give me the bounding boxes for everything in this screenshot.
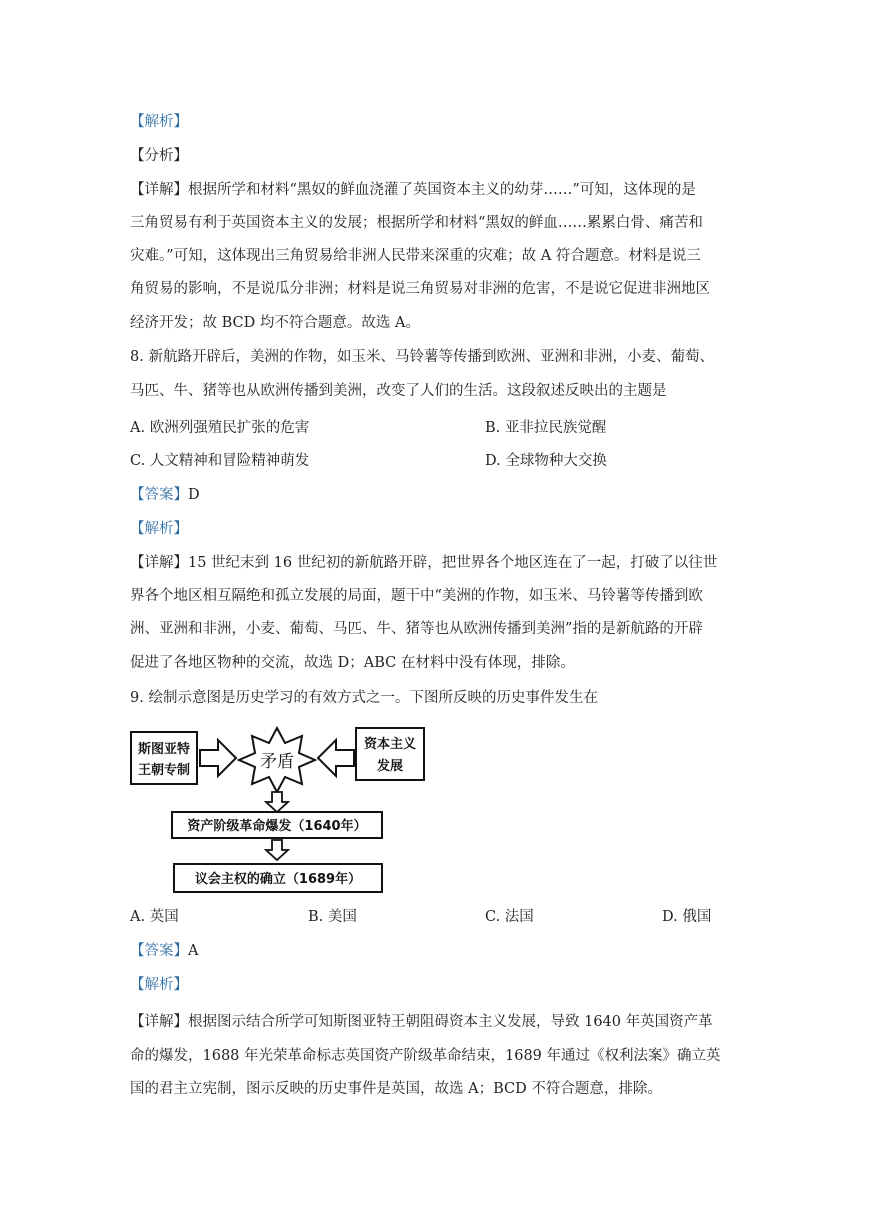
q9-option-d: D. 俄国 xyxy=(662,909,712,925)
q8-detail-line-1: 【详解】15 世纪末到 16 世纪初的新航路开辟，把世界各个地区连在了一起，打破了以往世 xyxy=(130,555,718,571)
q8-detail-line-3: 洲、亚洲和非洲，小麦、葡萄、马匹、牛、猪等也从欧洲传播到美洲”指的是新航路的开辟 xyxy=(130,621,703,637)
q7-detail-line-2: 三角贸易有利于英国资本主义的发展；根据所学和材料“黑奴的鲜血……累累白骨、痛苦和 xyxy=(130,215,703,231)
q7-xiangjie-tag: 【详解】 xyxy=(130,182,188,198)
q8-detail-line-2: 界各个地区相互隔绝和孤立发展的局面，题干中“美洲的作物，如玉米、马铃薯等传播到欧 xyxy=(130,588,703,604)
q9-detail-line-1: 【详解】根据图示结合所学可知斯图亚特王朝阻碍资本主义发展，导致 1640 年英国资产革 xyxy=(130,1014,713,1030)
q7-detail-line-1: 【详解】根据所学和材料“黑奴的鲜血浇灌了英国资本主义的幼芽……”可知，这体现的是 xyxy=(130,182,696,198)
q7-fenxi-tag: 【分析】 xyxy=(130,148,188,164)
left-box-line-1: 斯图亚特 xyxy=(137,742,191,757)
q8-analysis-tag: 【解析】 xyxy=(130,521,188,537)
q7-detail-line-5: 经济开发；故 BCD 均不符合题意。故选 A。 xyxy=(130,315,420,331)
parliament-box-text: 议会主权的确立（1689年） xyxy=(194,872,362,887)
left-arrow-icon xyxy=(318,740,354,776)
q9-answer: 【答案】A xyxy=(130,943,199,959)
q8-option-b: B. 亚非拉民族觉醒 xyxy=(485,420,607,436)
q8-stem-line-2: 马匹、牛、猪等也从欧洲传播到美洲，改变了人们的生活。这段叙述反映出的主题是 xyxy=(130,383,667,399)
q8-option-c: C. 人文精神和冒险精神萌发 xyxy=(130,453,310,469)
down-arrow-icon xyxy=(266,792,288,812)
right-arrow-icon xyxy=(200,740,236,776)
q9-xiangjie-tag: 【详解】 xyxy=(130,1014,188,1030)
q8-detail-line-4: 促进了各地区物种的交流，故选 D；ABC 在材料中没有体现，排除。 xyxy=(130,655,575,671)
q8-option-a: A. 欧洲列强殖民扩张的危害 xyxy=(130,420,310,436)
q8-xiangjie-tag: 【详解】 xyxy=(130,555,188,571)
q9-stem: 9. 绘制示意图是历史学习的有效方式之一。下图所反映的历史事件发生在 xyxy=(130,690,598,706)
q8-stem-line-1: 8. 新航路开辟后，美洲的作物，如玉米、马铃薯等传播到欧洲、亚洲和非洲，小麦、葡萄、 xyxy=(130,349,714,365)
q9-option-c: C. 法国 xyxy=(485,909,534,925)
center-label: 矛盾 xyxy=(260,752,294,772)
right-box-line-1: 资本主义 xyxy=(363,737,417,752)
q7-detail-line-4: 角贸易的影响，不是说瓜分非洲；材料是说三角贸易对非洲的危害，不是说它促进非洲地区 xyxy=(130,281,710,297)
q9-diagram xyxy=(128,726,428,898)
q9-option-a: A. 英国 xyxy=(130,909,179,925)
revolution-box-text: 资产阶级革命爆发（1640年） xyxy=(187,819,367,834)
q7-analysis-tag: 【解析】 xyxy=(130,114,188,130)
right-box-line-2: 发展 xyxy=(376,759,404,774)
left-box-line-2: 王朝专制 xyxy=(137,763,191,778)
q9-analysis-tag: 【解析】 xyxy=(130,977,188,993)
down-arrow-icon xyxy=(266,840,288,860)
q8-answer: 【答案】D xyxy=(130,487,200,503)
q7-detail-line-3: 灾难。”可知，这体现出三角贸易给非洲人民带来深重的灾难；故 A 符合题意。材料是说三 xyxy=(130,248,701,264)
q9-detail-line-3: 国的君主立宪制，图示反映的历史事件是英国，故选 A；BCD 不符合题意，排除。 xyxy=(130,1081,662,1097)
q9-detail-line-2: 命的爆发，1688 年光荣革命标志英国资产阶级革命结束，1689 年通过《权利法案》确立英 xyxy=(130,1048,721,1064)
q9-option-b: B. 美国 xyxy=(308,909,357,925)
q8-option-d: D. 全球物种大交换 xyxy=(485,453,607,469)
